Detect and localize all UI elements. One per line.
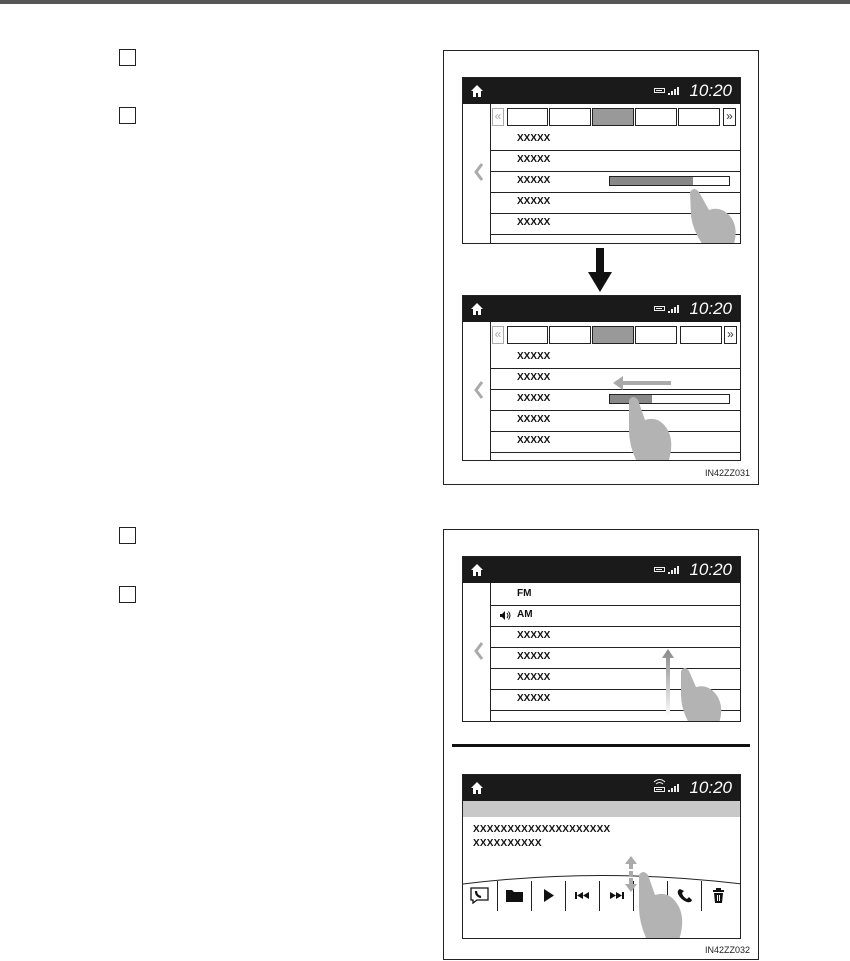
delete-button[interactable] (701, 881, 741, 911)
back-chevron-icon[interactable] (472, 380, 486, 400)
speaker-icon (499, 610, 511, 621)
message-header-bar (463, 801, 740, 817)
left-column (463, 322, 491, 460)
tab-next-arrow[interactable]: » (724, 326, 737, 344)
home-icon[interactable] (470, 563, 484, 577)
status-bar (463, 557, 740, 583)
list-item[interactable]: XXXXX (491, 647, 740, 669)
tab-next-arrow[interactable]: » (723, 108, 736, 126)
status-bar (463, 78, 740, 104)
tab-prev-arrow[interactable]: « (492, 326, 504, 344)
step-checkbox-3 (119, 527, 136, 544)
home-icon[interactable] (470, 781, 484, 795)
battery-icon (654, 88, 665, 93)
tab-3-active[interactable] (592, 108, 634, 126)
clock: 10:20 (689, 560, 732, 579)
tab-2[interactable] (549, 108, 591, 126)
next-track-icon (607, 887, 626, 904)
list-item[interactable]: XXXXX (491, 192, 740, 214)
step-checkbox-2 (119, 107, 136, 124)
message-line-1: XXXXXXXXXXXXXXXXXXXX (473, 824, 611, 835)
list-item[interactable]: XXXXX (491, 668, 740, 690)
previous-track-button[interactable] (565, 881, 598, 911)
tab-2[interactable] (549, 326, 591, 344)
screen-slider-before (462, 77, 741, 244)
divider (452, 744, 750, 747)
list-item-slider[interactable]: XXXXX (491, 171, 740, 193)
list-item[interactable]: XXXXX (491, 129, 740, 151)
figure-code: IN42ZZ031 (704, 468, 750, 478)
tab-1[interactable] (507, 326, 548, 344)
tab-prev-arrow[interactable]: « (492, 108, 504, 126)
trash-icon (709, 887, 728, 904)
signal-icon (668, 566, 680, 574)
play-icon (539, 887, 558, 904)
list-item[interactable]: XXXXX (491, 368, 740, 390)
screen-radio-list (462, 556, 741, 722)
folder-icon (505, 887, 524, 904)
list-item[interactable]: XXXXX (491, 626, 740, 648)
tab-5[interactable] (678, 108, 720, 126)
list-item[interactable]: XXXXX (491, 689, 740, 711)
tab-4[interactable] (635, 108, 677, 126)
signal-icon (668, 784, 680, 792)
message-button[interactable] (463, 881, 496, 911)
slider-bar[interactable] (609, 394, 730, 404)
screen-slider-after (462, 295, 741, 461)
list-item[interactable]: XXXXX (491, 431, 740, 453)
clock: 10:20 (689, 299, 732, 318)
message-icon (470, 887, 489, 904)
slider-fill (610, 177, 693, 185)
tab-strip (491, 108, 740, 127)
tab-strip (491, 326, 740, 345)
battery-icon (654, 306, 665, 311)
figure-panel-slider (443, 50, 759, 485)
message-line-2: XXXXXXXXXX (473, 838, 542, 849)
status-bar (463, 296, 740, 322)
play-button[interactable] (531, 881, 564, 911)
list-item-fm[interactable]: FM (491, 584, 740, 606)
tab-5[interactable] (680, 326, 722, 344)
left-column (463, 104, 491, 243)
screen-message (462, 774, 741, 939)
next-track-button[interactable] (599, 881, 632, 911)
call-button[interactable] (667, 881, 700, 911)
clock: 10:20 (689, 81, 732, 100)
home-icon[interactable] (470, 302, 484, 316)
previous-track-icon (573, 887, 592, 904)
list-item-am[interactable]: AM (491, 605, 740, 627)
slider-bar[interactable] (609, 176, 730, 186)
signal-icon (668, 305, 680, 313)
clock: 10:20 (689, 778, 732, 797)
battery-icon (654, 787, 665, 792)
figure-code: IN42ZZ032 (704, 945, 750, 955)
list-item[interactable]: XXXXX (491, 150, 740, 172)
down-arrow-icon (588, 248, 612, 293)
blank-button[interactable] (633, 881, 666, 911)
battery-icon (654, 567, 665, 572)
list-item-slider[interactable]: XXXXX (491, 389, 740, 411)
list-item[interactable]: XXXXX (491, 213, 740, 235)
tab-1[interactable] (507, 108, 548, 126)
status-bar (463, 775, 740, 801)
tab-3-active[interactable] (592, 326, 634, 344)
list-item[interactable]: XXXXX (491, 347, 740, 369)
home-icon[interactable] (470, 84, 484, 98)
slider-fill (610, 395, 652, 403)
step-checkbox-4 (119, 586, 136, 603)
list-item[interactable]: XXXXX (491, 410, 740, 432)
folder-button[interactable] (497, 881, 530, 911)
signal-icon (668, 87, 680, 95)
step-checkbox-1 (119, 49, 136, 66)
figure-panel-scroll (443, 529, 759, 960)
left-column (463, 583, 491, 721)
wifi-icon (653, 778, 666, 786)
back-chevron-icon[interactable] (472, 641, 486, 661)
tab-4[interactable] (635, 326, 677, 344)
phone-icon (675, 887, 694, 904)
page-header-rule (0, 0, 850, 4)
back-chevron-icon[interactable] (472, 162, 486, 182)
